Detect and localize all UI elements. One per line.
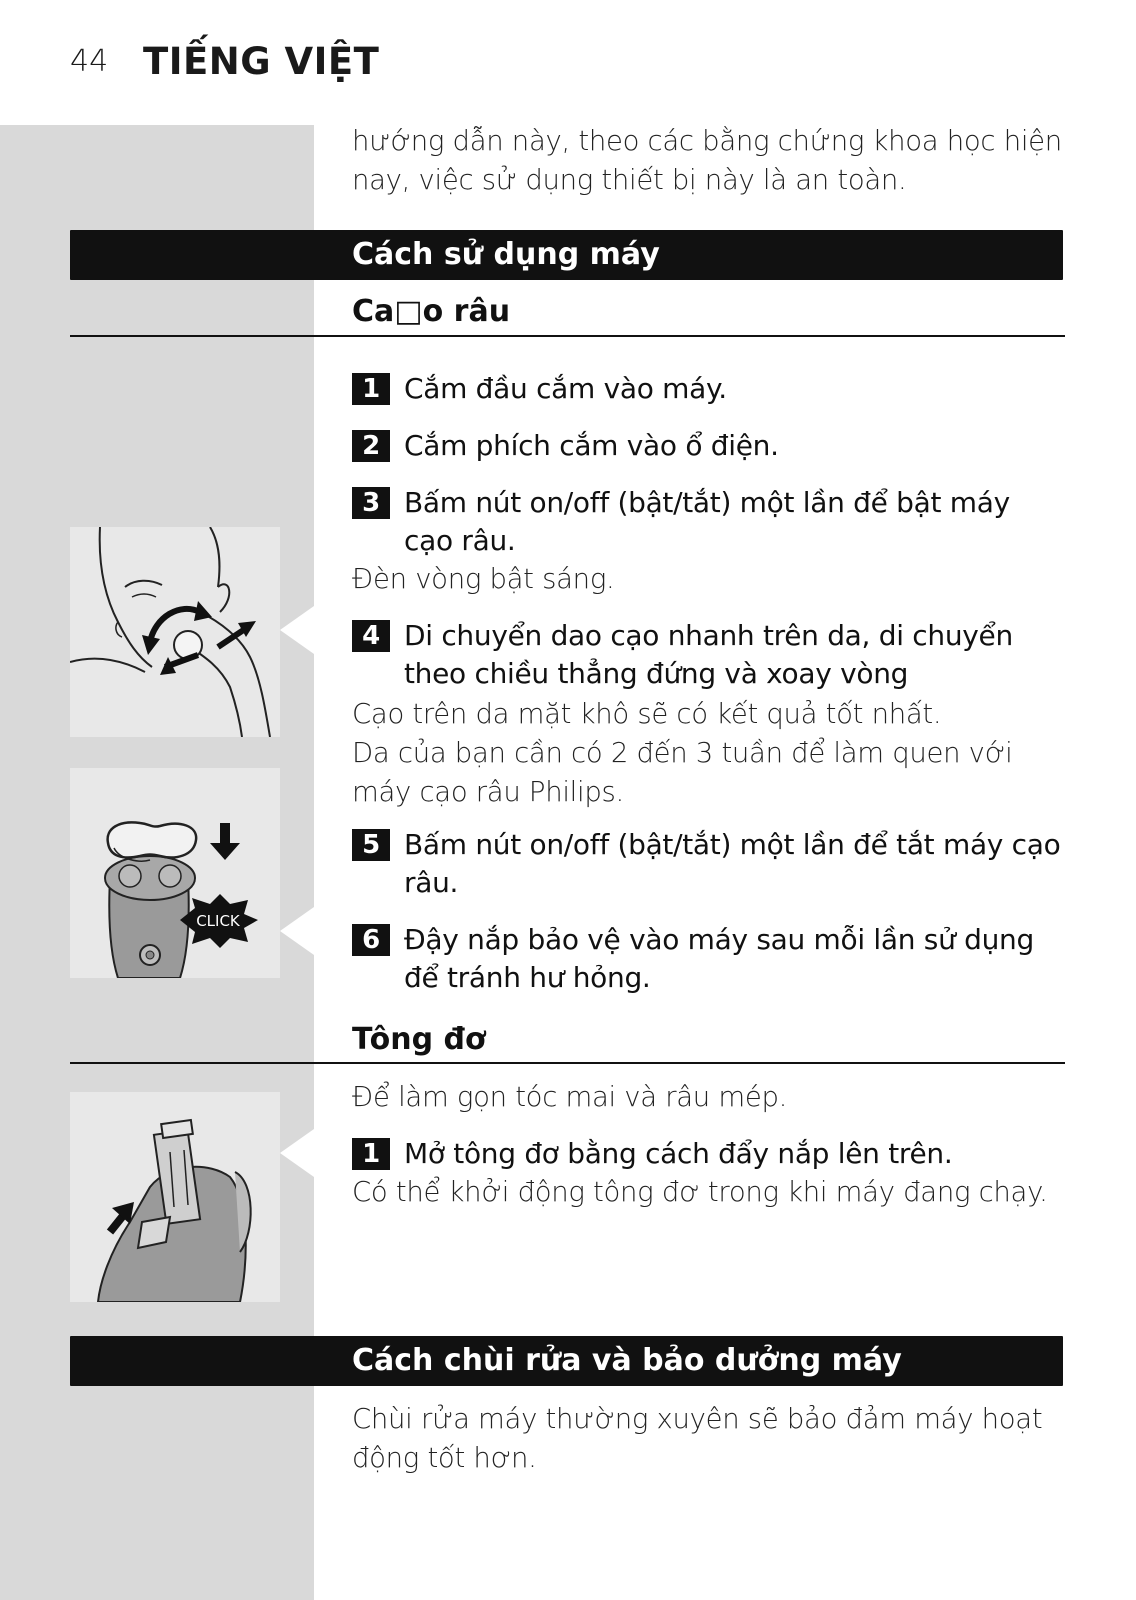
face-shaving-illustration [70,527,280,737]
trimmer-icon [70,1092,280,1302]
intro-text: hướng dẫn này, theo các bằng chứng khoa học hiện nay, việc sử dụng thiết bị này là an toàn. [352,125,1062,196]
step-6: 6 Đậy nắp bảo vệ vào máy sau mỗi lần sử dụng để tránh hư hỏng. [352,921,1072,997]
trimmer-note: Có thể khởi động tông đơ trong khi máy đang chạy. [352,1176,1048,1208]
section-title-usage: Cách sử dụng máy [352,237,660,272]
step-number: 6 [352,924,390,956]
section-title-cleaning: Cách chùi rửa và bảo dưởng máy [352,1343,902,1378]
subhead-shaving: Ca□o râu [352,294,511,329]
step-2: 2 Cắm phích cắm vào ổ điện. [352,427,1072,465]
page-number: 44 [70,44,109,79]
step-number: 5 [352,829,390,861]
note-step-4: Cạo trên da mặt khô sẽ có kết quả tốt nhất. Da của bạn cần có 2 đến 3 tuần để làm quen với máy cạo râu Philips. [352,698,1013,808]
step-4: 4 Di chuyển dao cạo nhanh trên da, di chuyển theo chiều thẳng đứng và xoay vòng [352,617,1072,693]
shaver-cap-click-illustration [70,768,280,978]
note-step-3: Đèn vòng bật sáng. [352,563,615,595]
page-language-title: TIẾNG VIỆT [143,40,380,83]
subhead-trimmer: Tông đơ [352,1022,486,1057]
section-bar-cleaning [70,1336,1063,1386]
rule-trimmer [70,1062,1065,1064]
click-label: CLICK [196,912,240,930]
step-5: 5 Bấm nút on/off (bật/tắt) một lần để tắt máy cạo râu. [352,826,1072,902]
step-number: 2 [352,430,390,462]
rule-shaving [70,335,1065,337]
illustration-pointer [280,606,314,654]
step-3: 3 Bấm nút on/off (bật/tắt) một lần để bật máy cạo râu. [352,484,1072,560]
illustration-pointer [280,907,314,955]
trimmer-step-1: 1 Mở tông đơ bằng cách đẩy nắp lên trên. [352,1135,1072,1173]
step-1: 1 Cắm đầu cắm vào máy. [352,370,1072,408]
step-number: 3 [352,487,390,519]
step-number: 1 [352,1138,390,1170]
step-number: 1 [352,373,390,405]
cleaning-text: Chùi rửa máy thường xuyên sẽ bảo đảm máy hoạt động tốt hơn. [352,1403,1043,1474]
illustration-pointer [280,1129,314,1177]
face-shaving-icon [70,527,280,737]
trimmer-intro: Để làm gọn tóc mai và râu mép. [352,1081,788,1113]
trimmer-open-illustration [70,1092,280,1302]
section-bar-usage [70,230,1063,280]
shaver-click-icon [70,768,280,978]
step-number: 4 [352,620,390,652]
